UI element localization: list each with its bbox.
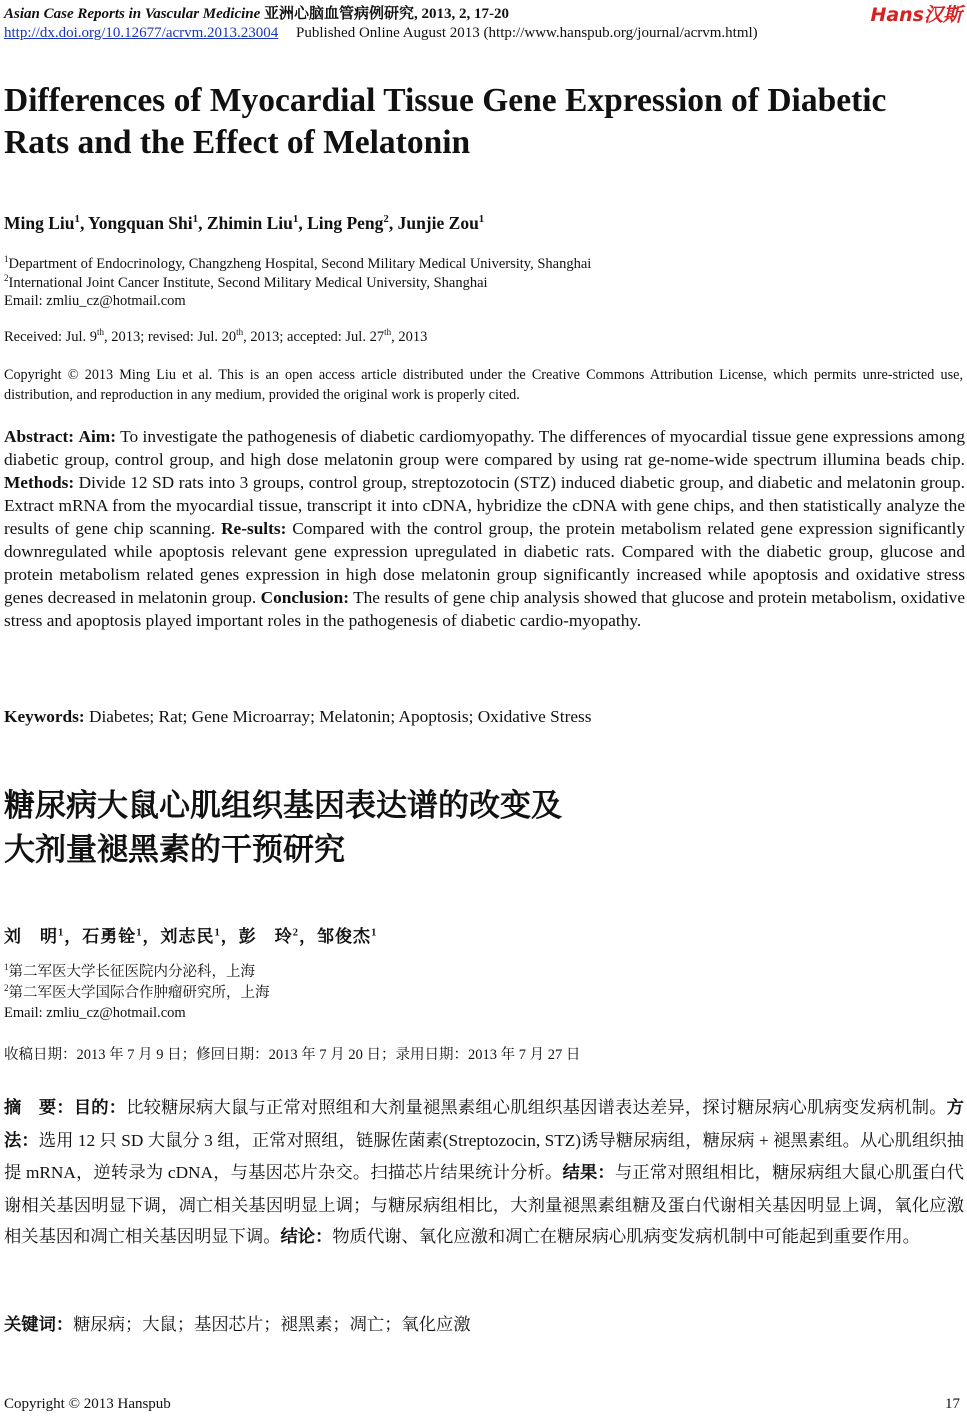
aim-label: Aim: [78,427,116,446]
published-online: Published Online August 2013 (http://www.hanspub.org/journal/acrvm.html) [296,25,758,41]
email-cn: Email: zmliu_cz@hotmail.com [4,1005,186,1021]
ordinal-suffix: th [236,327,244,338]
conclusion-cn-label: 结论： [280,1227,333,1247]
author-affiliation-mark: 1 [292,213,299,226]
results-cn-text: 与正常对照组相比，糖尿病组大鼠心肌蛋白代谢相关基因明显下调，凋亡相关基因明显上调；与糖尿病组相比，大剂量褪黑素组糖及蛋白代谢相关基因明显上调，氧化应激相关基因和凋亡相关基因明显下调。 [4,1163,964,1246]
aim-text: To investigate the pathogenesis of diabetic cardiomyopathy. The differences of myocardial tissue gene expressions among diabetic group, control group, and high dose melatonin group were compared by using rat ge-nome-wide spectrum illumina beads chip. [4,427,965,469]
author-separator: ， [220,927,239,946]
author-name: Ming Liu [4,213,75,233]
revised-text: , 2013; revised: Jul. 20 [104,329,237,345]
journal-name-en: Asian Case Reports in Vascular Medicine [4,6,261,22]
conclusion-cn-text: 物质代谢、氧化应激和凋亡在糖尿病心肌病变发病机制中可能起到重要作用。 [332,1227,920,1246]
received-dates-en [4,328,427,347]
author-name: Ling Peng [307,213,384,233]
author-affiliation-mark: 1 [74,213,80,226]
author-separator: , [298,213,308,233]
author-separator: , [198,213,207,233]
conclusion-label: Conclusion: [260,588,350,607]
author-affiliation-mark: 1 [192,213,199,226]
abstract-cn-label: 摘 要： [4,1098,74,1118]
author-affiliation-mark: 2 [383,213,389,226]
author-separator: ， [64,927,83,946]
email-en: Email: zmliu_cz@hotmail.com [4,293,186,309]
affiliation-mark: 1 [4,254,9,265]
author-list-cn [4,922,377,947]
author-list-en [4,213,484,234]
methods-cn-label: 方法： [4,1098,964,1151]
author-affiliation-mark: 1 [371,927,378,939]
affiliation-1-cn [4,963,255,982]
keywords-text: Diabetes; Rat; Gene Microarray; Melatonin; Apoptosis; Oxidative Stress [84,707,592,726]
author-name: 刘 明 [4,927,58,946]
abstract-cn [4,1092,964,1254]
keywords-cn-label: 关键词： [4,1315,74,1335]
keywords-label: Keywords: [4,707,85,726]
aim-cn-text: 比较糖尿病大鼠与正常对照组和大剂量褪黑素组心肌组织基因谱表达差异，探讨糖尿病心肌病变发病机制。 [126,1098,947,1117]
author-affiliation-mark: 1 [58,927,65,939]
received-text: Received: Jul. 9 [4,329,98,345]
year-text: , 2013 [391,329,428,345]
author-name: 石勇铨 [82,927,137,946]
publication-line [4,25,758,42]
author-affiliation-mark: 2 [292,927,300,939]
affiliation-text: 第二军医大学国际合作肿瘤研究所，上海 [8,985,270,1001]
author-affiliation-mark: 1 [214,927,221,939]
methods-text: Divide 12 SD rats into 3 groups, control group, streptozotocin (STZ) induced diabetic group, and diabetic and melatonin group. Extract mRNA from the myocardial tissue, transcript it into cDNA, hybridize the cDNA with gene chips, and then statistically analyze the results of gene chip scanning. [4,473,965,538]
paper-title-en: Differences of Myocardial Tissue Gene Expression of Diabetic Rats and the Effect of Melatonin [4,82,887,161]
author-separator: , [79,213,89,233]
title-cn-line-2: 大剂量褪黑素的干预研究 [4,832,345,868]
accepted-text: , 2013; accepted: Jul. 27 [243,329,385,345]
author-separator: , [388,213,398,233]
copyright-notice: Copyright © 2013 Ming Liu et al. This is an open access article distributed under the Creative Commons Attribution License, which permits unre-stricted use, distribution, and reproduction in any medium, provided the original work is properly cited. [4,367,963,403]
affiliation-mark: 2 [4,983,9,994]
abstract-en [4,425,965,632]
keywords-en [4,707,591,727]
affiliation-text: 第二军医大学长征医院内分泌科，上海 [8,964,255,980]
title-cn-line-1: 糖尿病大鼠心肌组织基因表达谱的改变及 [4,788,562,824]
author-name: Yongquan Shi [88,213,193,233]
hanspub-logo: Hans汉斯 [870,4,962,26]
methods-label: Methods: [4,473,75,492]
footer-copyright: Copyright © 2013 Hanspub [4,1396,171,1412]
results-cn-label: 结果： [562,1163,615,1183]
author-affiliation-mark: 1 [478,213,485,226]
affiliation-text: International Joint Cancer Institute, Second Military Medical University, Shanghai [8,275,488,291]
methods-cn-text: 选用 12 只 SD 大鼠分 3 组，正常对照组，链脲佐菌素(Streptozocin, STZ)诱导糖尿病组，糖尿病 + 褪黑素组。从心肌组织抽提 mRNA，逆转录为 cDNA，与基因芯片杂交。扫描芯片结果统计分析。 [4,1130,964,1182]
author-separator: ， [299,927,318,946]
journal-header [4,2,509,23]
author-name: 邹俊杰 [317,927,372,946]
affiliation-1-en [4,255,591,274]
received-dates-cn: 收稿日期：2013 年 7 月 9 日；修回日期：2013 年 7 月 20 日；录用日期：2013 年 7 月 27 日 [4,1047,581,1063]
results-text: Compared with the control group, the protein metabolism related gene expression significantly downregulated while apoptosis relevant gene expression upregulated in diabetic rats. Compared with the diabetic group, glucose and protein metabolism related genes expression in high dose melatonin group significantly increased while apoptosis and oxidative stress genes decreased in melatonin group. [4,519,965,607]
ordinal-suffix: th [97,327,105,338]
affiliation-mark: 1 [4,962,9,973]
doi-link[interactable]: http://dx.doi.org/10.12677/acrvm.2013.23004 [4,25,279,41]
conclusion-text: The results of gene chip analysis showed that glucose and protein metabolism, oxidative stress and apoptosis played important roles in the pathogenesis of diabetic cardio-myopathy. [4,588,965,630]
affiliation-2-en [4,274,488,293]
author-name: 刘志民 [160,927,215,946]
author-name: 彭 玲 [238,927,293,946]
affiliation-2-cn [4,984,270,1003]
affiliation-text: Department of Endocrinology, Changzheng Hospital, Second Military Medical University, Shanghai [8,256,592,272]
results-label: Re-sults: [221,519,287,538]
aim-cn-label: 目的： [73,1098,127,1118]
keywords-cn-text: 糖尿病；大鼠；基因芯片；褪黑素；凋亡；氧化应激 [73,1315,471,1334]
author-name: Zhimin Liu [206,213,293,233]
abstract-label: Abstract: [4,427,75,446]
author-separator: ， [142,927,161,946]
paper-title-cn [4,784,562,872]
journal-name-cn: 亚洲心脑血管病例研究, 2013, 2, 17-20 [264,6,510,22]
author-affiliation-mark: 1 [136,927,143,939]
ordinal-suffix: th [384,327,392,338]
affiliation-mark: 2 [4,273,9,284]
keywords-cn [4,1310,471,1335]
page-number: 17 [945,1396,960,1412]
author-name: Junjie Zou [397,213,479,233]
